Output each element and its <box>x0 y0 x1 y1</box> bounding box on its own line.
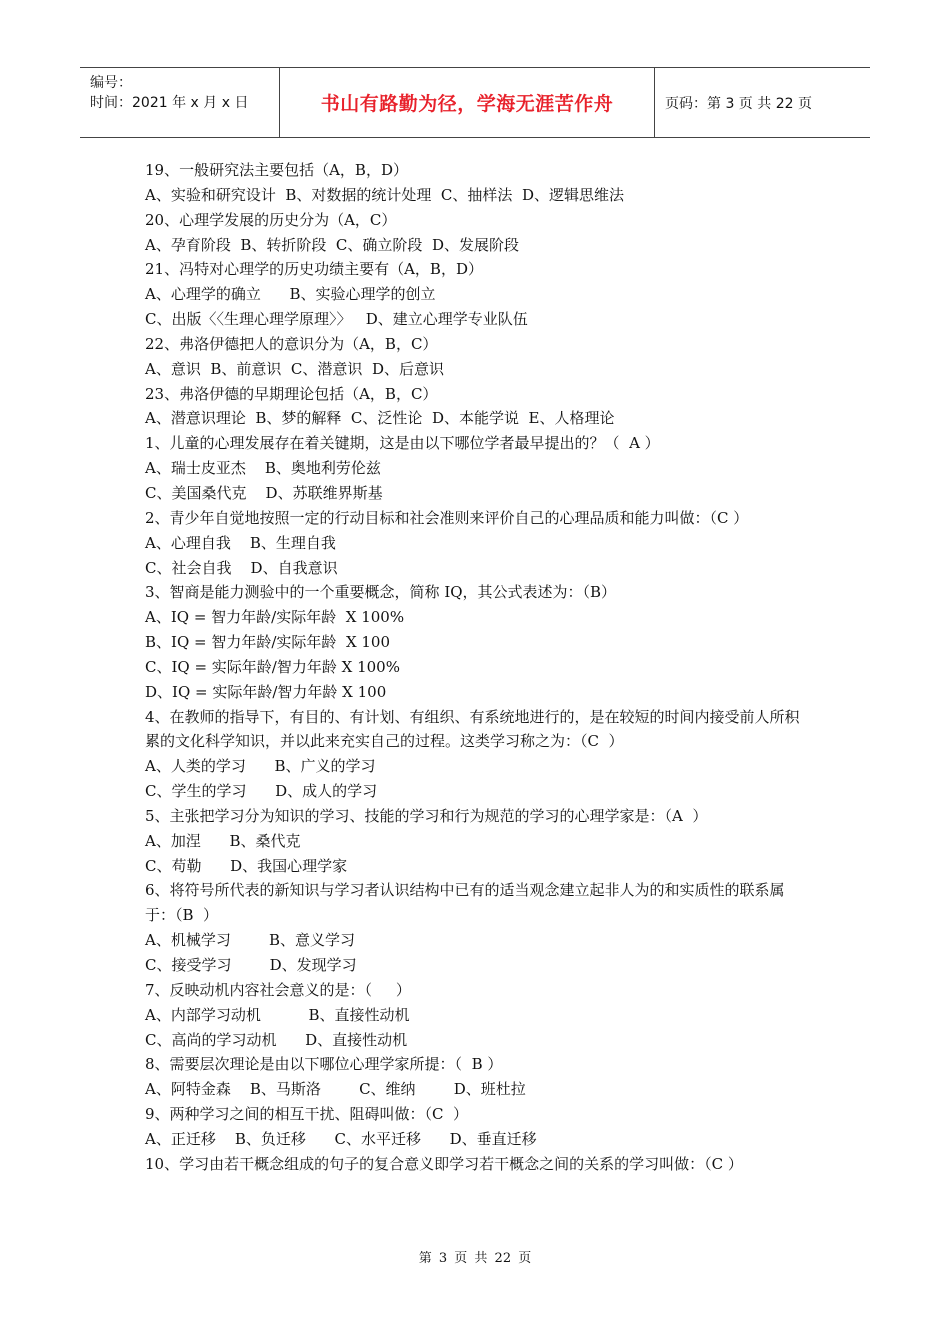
content-line: A、瑞士皮亚杰 B、奥地利劳伦兹 <box>145 459 381 478</box>
content-line: 2、青少年自觉地按照一定的行动目标和社会准则来评价自己的心理品质和能力叫做：（C ） <box>145 508 749 527</box>
content-line: C、IQ = 实际年龄/智力年龄 X 100% <box>145 657 400 676</box>
content-line: C、苟勒 D、我国心理学家 <box>145 856 348 875</box>
content-line: A、正迁移 B、负迁移 C、水平迁移 D、垂直迁移 <box>145 1129 537 1148</box>
content-line: A、实验和研究设计 B、对数据的统计处理 C、抽样法 D、逻辑思维法 <box>145 185 624 204</box>
content-line: A、孕育阶段 B、转折阶段 C、确立阶段 D、发展阶段 <box>145 235 519 254</box>
page-footer: 第 3 页 共 22 页 <box>418 1251 532 1266</box>
content-line: 9、两种学习之间的相互干扰、阻碍叫做：（C ） <box>145 1105 469 1124</box>
content-line: A、心理学的确立 B、实验心理学的创立 <box>145 285 436 304</box>
content-line: A、机械学习 B、意义学习 <box>145 931 356 950</box>
content-line: C、美国桑代克 D、苏联维界斯基 <box>145 483 383 502</box>
content-line: 3、智商是能力测验中的一个重要概念，简称 IQ，其公式表述为：（B） <box>145 583 617 602</box>
document-number-label: 编号： <box>90 75 132 91</box>
document-time-label: 时间：2021 年 x 月 x 日 <box>90 95 249 111</box>
header-motto: 书山有路勤为径，学海无涯苦作舟 <box>280 68 655 137</box>
content-line: 23、弗洛伊德的早期理论包括（A，B，C） <box>145 384 438 403</box>
content-line: 4、在教师的指导下，有目的、有计划、有组织、有系统地进行的，是在较短的时间内接受前人所积累的文化科学知识，并以此来充实自己的过程。这类学习称之为：（C ） <box>145 707 800 751</box>
content-line: A、IQ = 智力年龄/实际年龄 X 100% <box>145 608 405 627</box>
content-line: A、内部学习动机 B、直接性动机 <box>145 1005 410 1024</box>
page-header <box>80 67 870 138</box>
content-line: 5、主张把学习分为知识的学习、技能的学习和行为规范的学习的心理学家是：（A ） <box>145 806 708 825</box>
content-line: 1、儿童的心理发展存在着关键期，这是由以下哪位学者最早提出的？（ A ） <box>145 434 660 453</box>
content-line: C、出版〈〈生理心理学原理〉〉 D、建立心理学专业队伍 <box>145 310 528 329</box>
content-line: 8、需要层次理论是由以下哪位心理学家所提：（ B ） <box>145 1055 503 1074</box>
content-line: 22、弗洛伊德把人的意识分为（A，B，C） <box>145 334 438 353</box>
content-line: 19、一般研究法主要包括（A，B，D） <box>145 161 408 179</box>
content-line: C、高尚的学习动机 D、直接性动机 <box>145 1030 408 1049</box>
content-line: 20、心理学发展的历史分为（A，C） <box>145 210 397 229</box>
content-line: 7、反映动机内容社会意义的是：（ ） <box>145 980 411 999</box>
content-line: 6、将符号所代表的新知识与学习者认识结构中已有的适当观念建立起非人为的和实质性的联系属于：（B ） <box>145 881 785 925</box>
content-line: A、人类的学习 B、广义的学习 <box>145 757 376 776</box>
content-line: 10、学习由若干概念组成的句子的复合意义即学习若干概念之间的关系的学习叫做：（C ） <box>145 1154 743 1173</box>
content-line: D、IQ = 实际年龄/智力年龄 X 100 <box>145 682 387 701</box>
header-page-number: 页码：第 3 页 共 22 页 <box>665 95 812 112</box>
content-line: A、加涅 B、桑代克 <box>145 831 301 850</box>
content-line: A、潜意识理论 B、梦的解释 C、泛性论 D、本能学说 E、人格理论 <box>145 409 615 428</box>
content-line: A、心理自我 B、生理自我 <box>145 533 336 552</box>
content-line: A、意识 B、前意识 C、潜意识 D、后意识 <box>145 359 444 378</box>
content-line: C、接受学习 D、发现学习 <box>145 956 357 974</box>
content-line: C、社会自我 D、自我意识 <box>145 558 338 577</box>
header-meta <box>80 68 280 137</box>
content-line: B、IQ = 智力年龄/实际年龄 X 100 <box>145 633 391 652</box>
content-line: C、学生的学习 D、成人的学习 <box>145 782 378 801</box>
content-line: 21、冯特对心理学的历史功绩主要有（A，B，D） <box>145 260 483 279</box>
question-list <box>145 158 810 1177</box>
content-line: A、阿特金森 B、马斯洛 C、维纳 D、班杜拉 <box>145 1080 526 1099</box>
